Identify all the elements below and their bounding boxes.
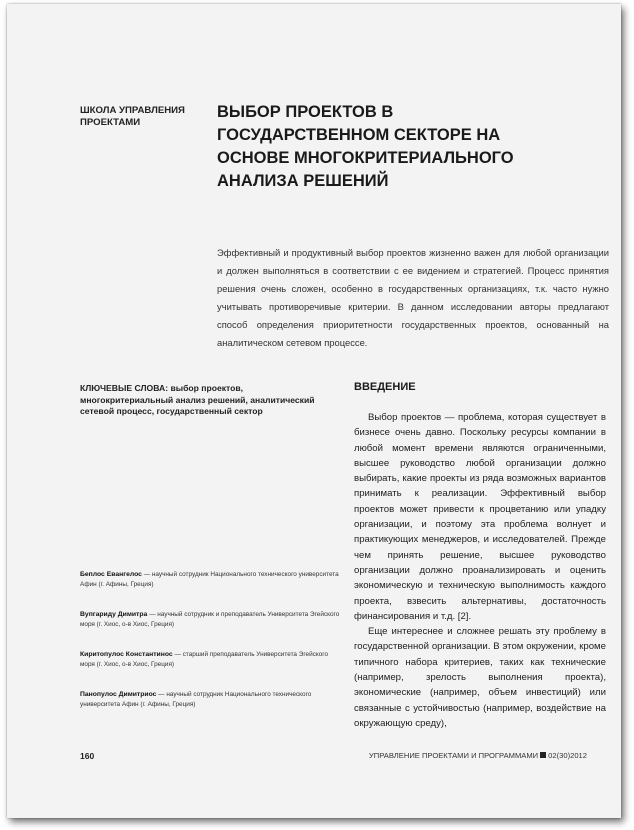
author-name: Вупгариду Димитра [80, 611, 148, 618]
keywords: КЛЮЧЕВЫЕ СЛОВА: выбор проектов, многокритериальный анализ решений, аналитический сетевой процесс, государственный сектор [80, 383, 315, 416]
author-name: Киритопулос Константинос [80, 651, 173, 658]
author-affiliation: — научный сотрудник Национального технического университета Афин (г. Афины, Греция) [80, 691, 312, 708]
intro-paragraph: Еще интереснее и сложнее решать эту проблему в государственной организации. В этом окружении, кроме типичного набора критериев, таких как технические (например, зрелость выполнения проекта), экономические (например, объем инвестиций) или связанные с устойчивостью (например, воздействие на окружающую среду), [354, 626, 606, 729]
author-name: Панопулос Димитриос [80, 691, 157, 698]
author-affiliation: — научный сотрудник Национального технического университета Афин (г. Афины, Греция) [80, 571, 339, 588]
running-footer [369, 751, 587, 760]
article-title: ВЫБОР ПРОЕКТОВ В ГОСУДАРСТВЕННОМ СЕКТОРЕ НА ОСНОВЕ МНОГОКРИТЕРИАЛЬНОГО АНАЛИЗА РЕШЕНИЙ [217, 103, 514, 190]
author-entry [80, 610, 342, 629]
intro-heading: ВВЕДЕНИЕ [354, 381, 416, 393]
author-affiliation: — старший преподаватель Университета Эгейского моря (г. Хиос, о-в Хиос, Греция) [80, 651, 329, 668]
section-label: ШКОЛА УПРАВЛЕНИЯ ПРОЕКТАМИ [80, 105, 185, 128]
author-entry [80, 570, 342, 589]
author-entry [80, 690, 342, 709]
journal-page [7, 4, 621, 818]
abstract: Эффективный и продуктивный выбор проектов жизненно важен для любой организации и должен выполняться в соответствии с ее видением и стратегией. Процесс принятия решения очень сложен, особенно в государственных организациях, т.к. часто нужно учитывать противоречивые критерии. В данном исследовании авторы предлагают способ определения приоритетности государственных проектов, основанный на аналитическом сетевом процессе. [217, 247, 609, 348]
journal-name: УПРАВЛЕНИЕ ПРОЕКТАМИ И ПРОГРАММАМИ [368, 751, 539, 760]
square-bullet-icon [540, 752, 546, 758]
intro-paragraph: Выбор проектов — проблема, которая существует в бизнесе очень давно. Поскольку ресурсы компании в любой момент времени являются ограниченными, высшее руководство любой организации должно выбирать, какие проекты из ряда возможных вариантов принимать к реализации. Эффективный выбор проектов может привести к процветанию или упадку организации, и поэтому эта проблема волнует и практикующих менеджеров, и исследователей. Прежде чем принять решение, высшее руководство организации должно проанализировать и оценить экономическую и техническую выполнимость каждого проекта, взвесить альтернативы, достаточность финансирования и т.д. [2]. [354, 412, 606, 622]
author-name: Беплос Евангелос [80, 571, 142, 578]
author-list [80, 570, 342, 730]
intro-body [354, 410, 606, 731]
author-affiliation: — научный сотрудник и преподаватель Университета Эгейского моря (г. Хиос, о-в Хиос, Греция) [80, 611, 340, 628]
page-number: 160 [80, 751, 95, 761]
author-entry [80, 650, 342, 669]
journal-issue: 02(30)2012 [548, 751, 587, 760]
